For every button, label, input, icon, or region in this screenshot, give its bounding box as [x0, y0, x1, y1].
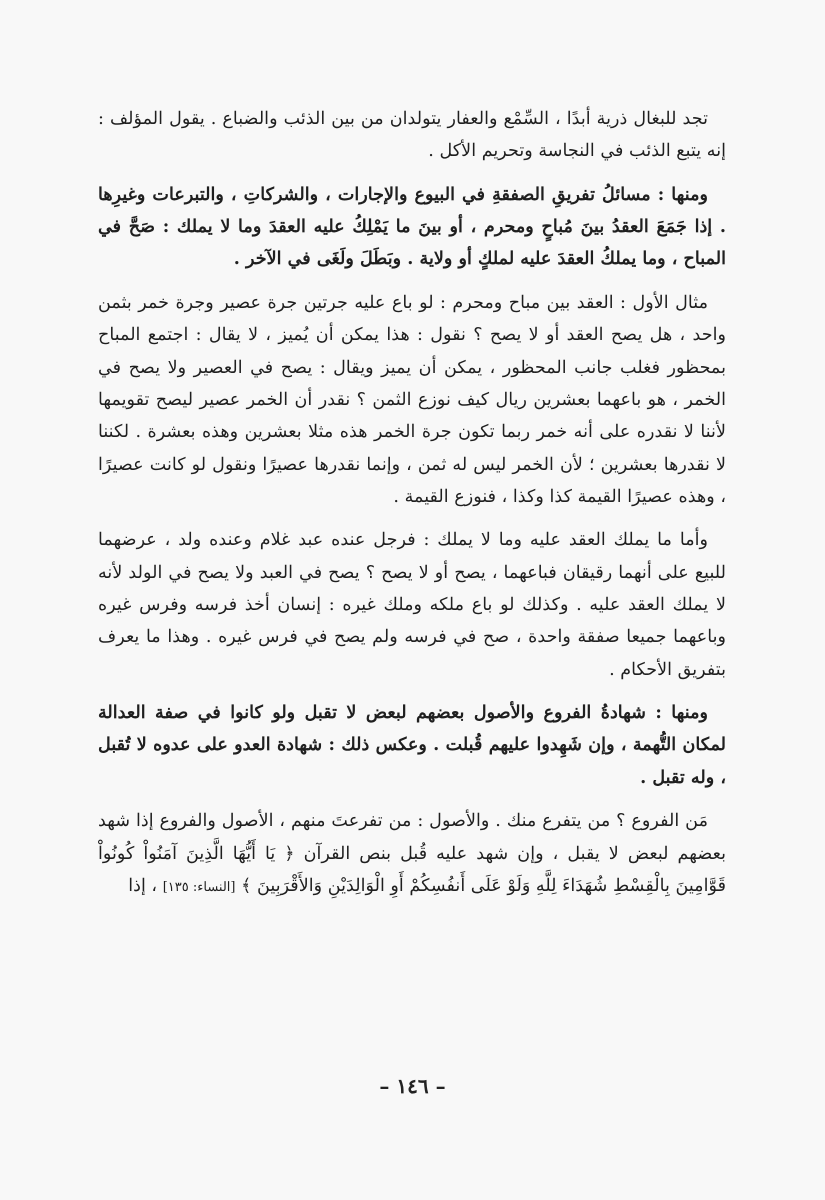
quran-reference: [النساء: ١٣٥] [162, 879, 236, 895]
page-number: – ١٤٦ – [379, 1074, 446, 1098]
paragraph-4: وأما ما يملك العقد عليه وما لا يملك : فرجل عنده عبد غلام وعنده ولد ، عرضهما للبيع على أنهما رقيقان فباعهما ، يصح أو لا يصح ؟ يصح في العبد ولا يصح في الولد لأنه لا يملك العقد عليه . وكذلك لو باع ملكه وملك غيره : إنسان أخذ فرسه وفرس غيره وباعهما جميعا صفقة واحدة ، صح في فرسه ولم يصح في فرس غيره . وهذا ما يعرف بتفريق الأحكام . [98, 530, 726, 680]
paragraph-5-bold: ومنها : شهادةُ الفروع والأصول بعضهم لبعض لا تقبل ولو كانوا في صفة العدالة لمكان التُّهمة ، وإن شَهِدوا عليهم قُبلت . وعكس ذلك : شهادة العدو على عدوه لا تُقبل ، وله تقبل . [98, 702, 726, 788]
paragraph-2-bold: ومنها : مسائلُ تفريقِ الصفقةِ في البيوع والإجارات ، والشركاتِ ، والتبرعات وغيرِها . إذا جَمَعَ العقدُ بينَ مُباحٍ ومحرم ، أو بينَ ما يَمْلِكُ عليه العقدَ وما لا يملك : صَحَّ في المباح ، وما يملكُ العقدَ عليه لملكٍ أو ولاية . وبَطَلَ ولَغَى في الآخر . [98, 183, 726, 270]
paragraph-1: تجد للبغال ذرية أبدًا ، السِّمْع والعفار يتولدان من بين الذئب والضباع . يقول المؤلف : إنه يتبع الذئب في النجاسة وتحريم الأكل . [98, 109, 726, 162]
paragraph-6-text: مَن الفروع ؟ من يتفرع منك . والأصول : من تفرعتَ منهم ، الأصول والفروع إذا شهد بعضهم لبعض لا يقبل ، وإن شهد عليه قُبل بنص القرآن ﴿ يَا أَيُّهَا الَّذِينَ آمَنُواْ كُونُواْ قَوَّامِينَ بِالْقِسْطِ شُهَدَاءَ لِلَّهِ وَلَوْ عَلَى أَنفُسِكُمْ أَوِ الْوَالِدَيْنِ وَالأَقْرَبِينَ ﴾ [98, 811, 726, 896]
text-body [98, 103, 726, 913]
paragraph-6 [98, 805, 726, 902]
paragraph-3: مثال الأول : العقد بين مباح ومحرم : لو باع عليه جرتين جرة عصير وجرة خمر بثمن واحد ، هل يصح العقد أو لا يصح ؟ نقول : هذا يمكن أن يُميز ، لا يقال : اجتمع المباح بمحظور فغلب جانب المحظور ، يمكن أن يميز ويقال : يصح في العصير ولا يصح في الخمر ، هو باعهما بعشرين ريال كيف نوزع الثمن ؟ نقدر أن الخمر عصير ليصح تقويمها لأننا لا نقدره على أنه خمر ربما تكون جرة الخمر هذه مثلا بعشرين وهذه بعشرة . لكننا لا نقدرها بعشرين ؛ لأن الخمر ليس له ثمن ، وإنما نقدرها عصيرًا ونقول لو كانت عصيرًا ، وهذه عصيرًا القيمة كذا وكذا ، فنوزع القيمة . [98, 292, 726, 507]
paragraph-6-tail: ، إذا [128, 875, 158, 896]
